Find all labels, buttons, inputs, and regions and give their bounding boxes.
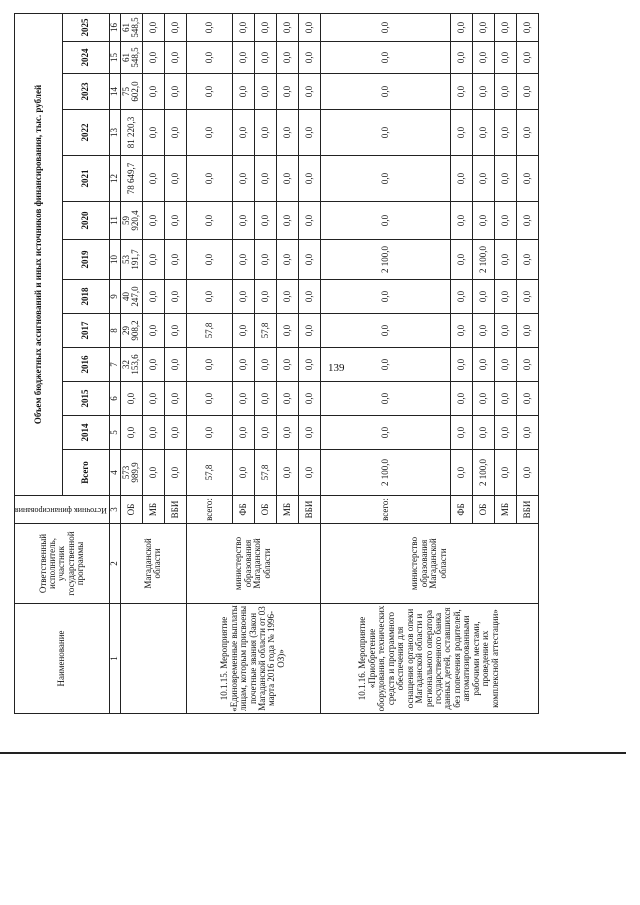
amount-cell: 0,0	[276, 110, 298, 156]
amount-cell: 0,0	[450, 314, 472, 348]
amount-cell: 40 247,0	[120, 280, 142, 314]
amount-cell: 0,0	[276, 74, 298, 110]
amount-cell: 61 548,5	[120, 13, 142, 41]
amount-cell: 0,0	[472, 13, 494, 41]
amount-cell: 0,0	[516, 280, 538, 314]
amount-cell: 0,0	[276, 13, 298, 41]
year-header: 2019	[62, 240, 110, 280]
amount-cell: 573 989,9	[120, 450, 142, 496]
amount-cell: 0,0	[472, 280, 494, 314]
year-header: 2015	[62, 382, 110, 416]
amount-cell: 2 100,0	[320, 450, 450, 496]
amount-cell: 0,0	[298, 202, 320, 240]
amount-cell: 0,0	[232, 450, 254, 496]
funding-source: МБ	[142, 496, 164, 524]
column-number: 4	[110, 450, 120, 496]
amount-cell: 0,0	[494, 280, 516, 314]
amount-cell: 57,8	[186, 314, 232, 348]
amount-cell: 0,0	[494, 348, 516, 382]
amount-cell: 0,0	[164, 13, 186, 41]
amount-cell: 0,0	[164, 382, 186, 416]
funding-source: МБ	[494, 496, 516, 524]
amount-cell: 0,0	[254, 240, 276, 280]
amount-cell: 0,0	[164, 450, 186, 496]
amount-cell: 0,0	[516, 42, 538, 74]
amount-cell: 0,0	[232, 348, 254, 382]
amount-cell: 0,0	[142, 348, 164, 382]
amount-cell: 0,0	[142, 110, 164, 156]
funding-source: ФБ	[232, 496, 254, 524]
amount-cell: 0,0	[164, 240, 186, 280]
column-number: 10	[110, 240, 120, 280]
activity-name: 10.1.16. Мероприятие «Приобретение оборудования, технических средств и программного обеспечения для оснащения органов опеки Магаданской области и регионального оператора государственного банка данных детей, оставшихся без попечения родителей, автоматизированными рабочими местами, проведение их комплексной аттестации»	[320, 604, 538, 714]
year-header: 2018	[62, 280, 110, 314]
funding-source: ОБ	[254, 496, 276, 524]
header-row-1	[15, 13, 63, 713]
funding-source: МБ	[276, 496, 298, 524]
amount-cell: 0,0	[516, 348, 538, 382]
amount-cell: 0,0	[516, 74, 538, 110]
amount-cell: 0,0	[494, 450, 516, 496]
amount-cell: 0,0	[186, 416, 232, 450]
year-header: 2025	[62, 13, 110, 41]
funding-table	[14, 13, 539, 714]
activity-name: 10.1.15. Мероприятие «Единовременные выплаты лицам, которым присвоены почетные звания (Закон Магаданской области от 03 марта 2016 года № 1996-ОЗ)»	[186, 604, 320, 714]
amount-cell: 0,0	[516, 382, 538, 416]
funding-source: ВБИ	[516, 496, 538, 524]
amount-cell: 0,0	[164, 416, 186, 450]
amount-cell: 0,0	[254, 280, 276, 314]
amount-cell: 0,0	[232, 202, 254, 240]
amount-cell: 0,0	[276, 450, 298, 496]
amount-cell: 0,0	[298, 13, 320, 41]
amount-cell: 0,0	[276, 348, 298, 382]
amount-cell: 0,0	[320, 382, 450, 416]
amount-cell: 0,0	[450, 74, 472, 110]
amount-cell: 61 548,5	[120, 42, 142, 74]
amount-cell: 0,0	[298, 450, 320, 496]
amount-cell: 0,0	[186, 382, 232, 416]
amount-cell: 0,0	[494, 13, 516, 41]
funding-source: всего:	[320, 496, 450, 524]
amount-cell: 0,0	[276, 382, 298, 416]
amount-cell: 0,0	[472, 42, 494, 74]
amount-cell: 0,0	[516, 416, 538, 450]
responsible-executor: министерство образования Магаданской области	[186, 524, 320, 604]
column-number: 7	[110, 348, 120, 382]
amount-cell: 0,0	[186, 348, 232, 382]
year-header: 2021	[62, 156, 110, 202]
amount-cell: 0,0	[276, 416, 298, 450]
funding-source: всего:	[186, 496, 232, 524]
amount-cell: 0,0	[450, 110, 472, 156]
header-volume: Объем бюджетных ассигнований и иных источников финансирования, тыс. рублей	[15, 13, 63, 495]
column-number: 16	[110, 13, 120, 41]
column-number: 1	[110, 604, 120, 714]
amount-cell: 0,0	[164, 110, 186, 156]
amount-cell: 0,0	[320, 13, 450, 41]
funding-source: ВБИ	[164, 496, 186, 524]
amount-cell: 0,0	[276, 314, 298, 348]
year-header: 2022	[62, 110, 110, 156]
amount-cell: 0,0	[186, 110, 232, 156]
amount-cell: 0,0	[298, 74, 320, 110]
amount-cell: 0,0	[164, 280, 186, 314]
amount-cell: 0,0	[494, 42, 516, 74]
header-name: Наименование	[15, 604, 110, 714]
amount-cell: 57,8	[254, 450, 276, 496]
table-row	[120, 13, 142, 713]
column-number: 11	[110, 202, 120, 240]
column-number: 5	[110, 416, 120, 450]
amount-cell: 0,0	[254, 42, 276, 74]
amount-cell: 0,0	[472, 382, 494, 416]
amount-cell: 0,0	[254, 382, 276, 416]
amount-cell: 0,0	[494, 202, 516, 240]
column-number: 8	[110, 314, 120, 348]
amount-cell: 0,0	[142, 416, 164, 450]
amount-cell: 0,0	[494, 314, 516, 348]
amount-cell: 0,0	[494, 382, 516, 416]
amount-cell: 0,0	[164, 74, 186, 110]
table-row	[186, 13, 232, 713]
amount-cell: 0,0	[142, 13, 164, 41]
amount-cell: 2 100,0	[472, 450, 494, 496]
amount-cell: 0,0	[472, 156, 494, 202]
responsible-executor: министерство образования Магаданской области	[320, 524, 538, 604]
amount-cell: 0,0	[298, 156, 320, 202]
amount-cell: 0,0	[298, 416, 320, 450]
amount-cell: 0,0	[450, 13, 472, 41]
amount-cell: 0,0	[232, 314, 254, 348]
amount-cell: 0,0	[516, 450, 538, 496]
amount-cell: 0,0	[254, 110, 276, 156]
amount-cell: 0,0	[320, 314, 450, 348]
amount-cell: 0,0	[298, 314, 320, 348]
amount-cell: 0,0	[494, 110, 516, 156]
amount-cell: 0,0	[516, 110, 538, 156]
amount-cell: 0,0	[142, 202, 164, 240]
amount-cell: 0,0	[254, 74, 276, 110]
amount-cell: 0,0	[516, 314, 538, 348]
amount-cell: 0,0	[232, 280, 254, 314]
funding-source: ВБИ	[298, 496, 320, 524]
page-number: 139	[328, 362, 345, 374]
amount-cell: 0,0	[232, 74, 254, 110]
amount-cell: 0,0	[472, 314, 494, 348]
year-header: 2020	[62, 202, 110, 240]
amount-cell: 59 920,4	[120, 202, 142, 240]
header-numbers-row	[110, 13, 120, 713]
amount-cell: 0,0	[450, 382, 472, 416]
amount-cell: 0,0	[276, 42, 298, 74]
amount-cell: 0,0	[164, 202, 186, 240]
amount-cell: 0,0	[164, 42, 186, 74]
rotated-table-container	[14, 14, 614, 714]
amount-cell: 0,0	[186, 202, 232, 240]
amount-cell: 0,0	[276, 156, 298, 202]
amount-cell: 81 220,3	[120, 110, 142, 156]
amount-cell: 0,0	[164, 348, 186, 382]
amount-cell: 0,0	[186, 240, 232, 280]
year-header: 2014	[62, 416, 110, 450]
amount-cell: 0,0	[142, 74, 164, 110]
amount-cell: 0,0	[276, 280, 298, 314]
amount-cell: 0,0	[516, 156, 538, 202]
column-number: 12	[110, 156, 120, 202]
amount-cell: 0,0	[254, 348, 276, 382]
amount-cell: 0,0	[450, 416, 472, 450]
year-header: 2023	[62, 74, 110, 110]
column-number: 2	[110, 524, 120, 604]
amount-cell: 0,0	[298, 280, 320, 314]
amount-cell: 0,0	[320, 110, 450, 156]
amount-cell: 0,0	[450, 202, 472, 240]
amount-cell: 0,0	[298, 42, 320, 74]
amount-cell: 0,0	[142, 314, 164, 348]
amount-cell: 0,0	[320, 416, 450, 450]
amount-cell: 0,0	[298, 110, 320, 156]
amount-cell: 0,0	[320, 280, 450, 314]
column-number: 9	[110, 280, 120, 314]
amount-cell: 57,8	[186, 450, 232, 496]
funding-source: ОБ	[120, 496, 142, 524]
amount-cell: 0,0	[142, 382, 164, 416]
amount-cell: 0,0	[320, 74, 450, 110]
amount-cell: 29 908,2	[120, 314, 142, 348]
amount-cell: 0,0	[320, 348, 450, 382]
amount-cell: 57,8	[254, 314, 276, 348]
amount-cell: 0,0	[142, 280, 164, 314]
amount-cell: 0,0	[450, 240, 472, 280]
amount-cell: 75 602,0	[120, 74, 142, 110]
amount-cell: 0,0	[254, 202, 276, 240]
amount-cell: 0,0	[232, 416, 254, 450]
amount-cell: 0,0	[450, 42, 472, 74]
amount-cell: 53 191,7	[120, 240, 142, 280]
amount-cell: 32 153,6	[120, 348, 142, 382]
amount-cell: 0,0	[254, 13, 276, 41]
amount-cell: 0,0	[186, 156, 232, 202]
amount-cell: 0,0	[320, 202, 450, 240]
column-number: 14	[110, 74, 120, 110]
amount-cell: 0,0	[254, 416, 276, 450]
amount-cell: 0,0	[232, 110, 254, 156]
amount-cell: 0,0	[186, 74, 232, 110]
year-header: 2016	[62, 348, 110, 382]
header-source	[15, 496, 110, 524]
amount-cell: 0,0	[516, 13, 538, 41]
year-header: Всего	[62, 450, 110, 496]
header-responsible: Ответственный исполнитель, участник государственной программы	[15, 524, 110, 604]
amount-cell: 78 649,7	[120, 156, 142, 202]
amount-cell: 0,0	[516, 202, 538, 240]
amount-cell: 0,0	[494, 240, 516, 280]
amount-cell: 0,0	[472, 416, 494, 450]
amount-cell: 0,0	[164, 314, 186, 348]
amount-cell: 0,0	[450, 450, 472, 496]
amount-cell: 0,0	[320, 156, 450, 202]
amount-cell: 0,0	[120, 416, 142, 450]
amount-cell: 2 100,0	[472, 240, 494, 280]
amount-cell: 0,0	[120, 382, 142, 416]
column-number: 3	[110, 496, 120, 524]
column-number: 15	[110, 42, 120, 74]
table-row	[320, 13, 450, 713]
amount-cell: 0,0	[298, 382, 320, 416]
amount-cell: 2 100,0	[320, 240, 450, 280]
amount-cell: 0,0	[494, 156, 516, 202]
column-number: 13	[110, 110, 120, 156]
header-source-text: Источник финансирования	[15, 505, 107, 515]
amount-cell: 0,0	[142, 240, 164, 280]
amount-cell: 0,0	[142, 450, 164, 496]
amount-cell: 0,0	[472, 202, 494, 240]
amount-cell: 0,0	[276, 240, 298, 280]
amount-cell: 0,0	[472, 74, 494, 110]
amount-cell: 0,0	[450, 280, 472, 314]
amount-cell: 0,0	[232, 240, 254, 280]
amount-cell: 0,0	[232, 382, 254, 416]
amount-cell: 0,0	[232, 42, 254, 74]
column-number: 6	[110, 382, 120, 416]
year-header: 2017	[62, 314, 110, 348]
amount-cell: 0,0	[186, 13, 232, 41]
amount-cell: 0,0	[298, 240, 320, 280]
amount-cell: 0,0	[186, 280, 232, 314]
amount-cell: 0,0	[232, 156, 254, 202]
amount-cell: 0,0	[276, 202, 298, 240]
amount-cell: 0,0	[254, 156, 276, 202]
amount-cell: 0,0	[232, 13, 254, 41]
page-divider	[0, 752, 626, 754]
activity-name	[120, 604, 186, 714]
amount-cell: 0,0	[142, 156, 164, 202]
amount-cell: 0,0	[516, 240, 538, 280]
amount-cell: 0,0	[298, 348, 320, 382]
amount-cell: 0,0	[472, 348, 494, 382]
amount-cell: 0,0	[472, 110, 494, 156]
amount-cell: 0,0	[494, 416, 516, 450]
funding-source: ОБ	[472, 496, 494, 524]
amount-cell: 0,0	[186, 42, 232, 74]
responsible-executor: Магаданской области	[120, 524, 186, 604]
amount-cell: 0,0	[450, 156, 472, 202]
amount-cell: 0,0	[320, 42, 450, 74]
amount-cell: 0,0	[450, 348, 472, 382]
amount-cell: 0,0	[164, 156, 186, 202]
amount-cell: 0,0	[494, 74, 516, 110]
amount-cell: 0,0	[142, 42, 164, 74]
funding-source: ФБ	[450, 496, 472, 524]
year-header: 2024	[62, 42, 110, 74]
